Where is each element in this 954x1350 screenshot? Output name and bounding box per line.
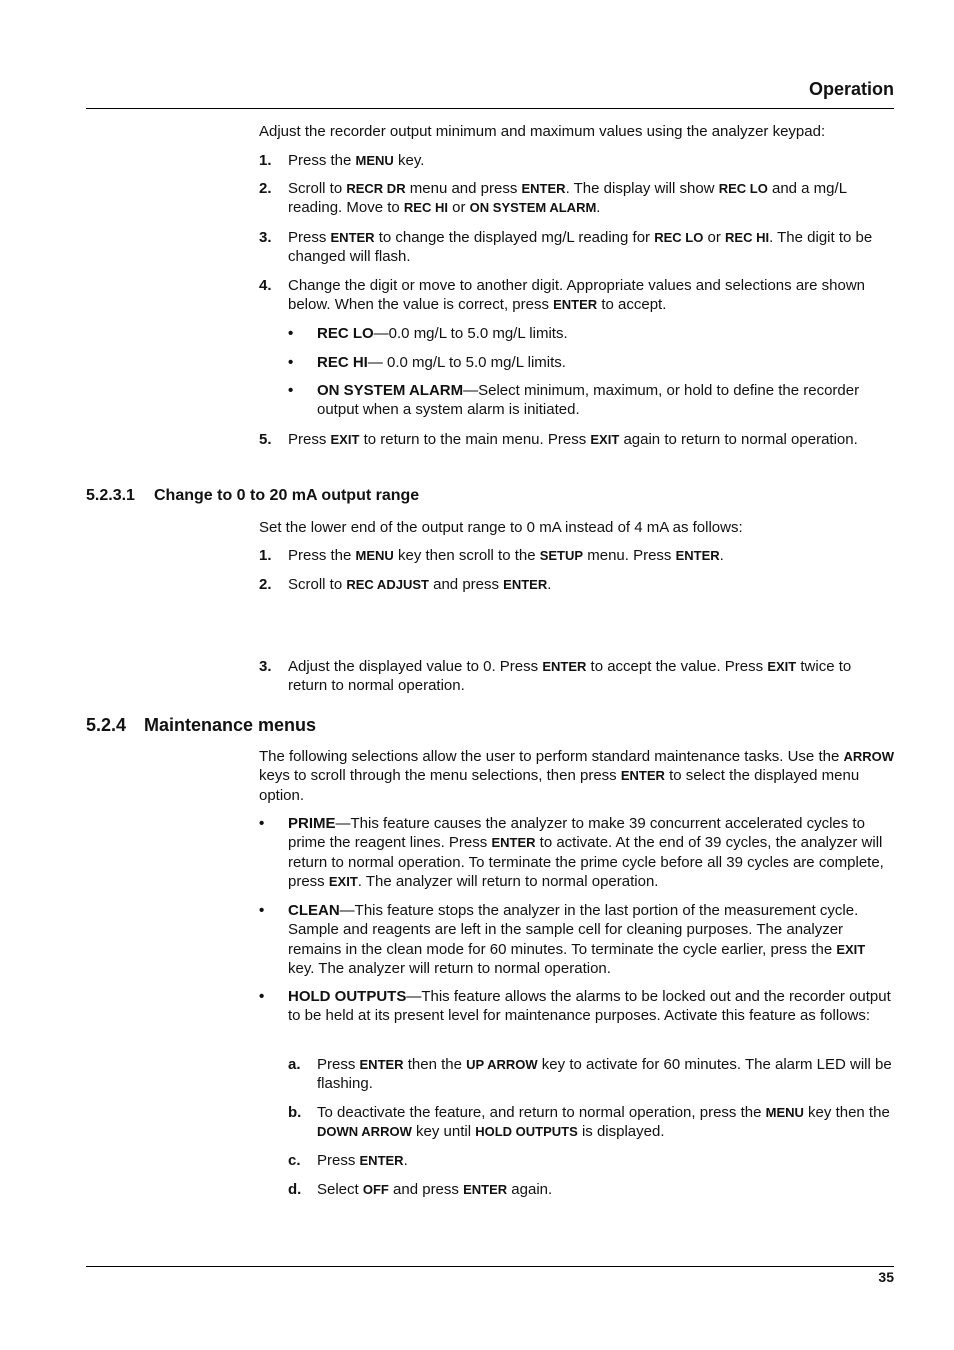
intro-paragraph: Adjust the recorder output minimum and maximum values using the analyzer keypad: (259, 123, 826, 140)
step-item (259, 276, 894, 315)
item-text: Press EXIT to return to the main menu. Press EXIT again to return to normal operation. (288, 431, 858, 448)
key-name: MENU (355, 153, 394, 168)
term-label: REC HI (317, 354, 368, 371)
section-title: Maintenance menus (144, 715, 317, 735)
intro-paragraph: The following selections allow the user to perform standard maintenance tasks. Use the ARROW keys to scroll through the menu selections, then press ENTER to select the displayed menu option. (259, 748, 895, 804)
item-text: Press ENTER to change the displayed mg/L reading for REC LO or REC HI. The digit to be changed will flash. (288, 229, 873, 266)
key-name: HOLD OUTPUTS (475, 1124, 578, 1140)
bullet-item (288, 324, 894, 343)
bullet-marker: • (259, 815, 265, 832)
key-name: ENTER (675, 548, 720, 563)
key-name: REC LO (654, 230, 704, 245)
intro-paragraph: Set the lower end of the output range to 0 mA instead of 4 mA as follows: (259, 519, 743, 536)
substep-item (288, 1103, 894, 1142)
key-name: MENU (355, 548, 394, 563)
section-heading-5231 (86, 487, 419, 505)
step-item (259, 575, 894, 594)
key-name: EXIT (836, 941, 866, 957)
footer-rule (86, 1266, 894, 1267)
step-number: 4. (259, 277, 272, 294)
step-number: 3. (259, 658, 272, 675)
step-item (259, 228, 894, 267)
bullet-item (288, 381, 894, 420)
section-heading-524 (86, 715, 316, 736)
key-name: ENTER (620, 768, 665, 784)
step-number: c. (288, 1152, 301, 1169)
item-text: Press ENTER then the UP ARROW key to activate for 60 minutes. The alarm LED will be flashing. (317, 1056, 892, 1093)
substep-item (288, 1180, 894, 1199)
term-label: REC LO (317, 325, 374, 342)
key-name: EXIT (590, 432, 620, 447)
item-text: REC HI— 0.0 mg/L to 5.0 mg/L limits. (317, 354, 566, 371)
item-text: REC LO—0.0 mg/L to 5.0 mg/L limits. (317, 325, 568, 342)
item-text: HOLD OUTPUTS—This feature allows the alarms to be locked out and the recorder output to be held at its present level for maintenance purposes. Activate this feature as follows: (288, 988, 891, 1025)
key-name: DOWN ARROW (317, 1124, 412, 1140)
term-label: CLEAN (288, 902, 340, 919)
key-name: ENTER (503, 577, 548, 592)
key-name: ENTER (491, 835, 536, 851)
key-name: REC HI (725, 230, 770, 245)
bullet-item (259, 901, 894, 979)
item-text: Press the MENU key. (288, 152, 425, 169)
key-name: ENTER (553, 297, 598, 313)
item-text: Press ENTER. (317, 1152, 408, 1169)
section-number: 5.2.3.1 (86, 487, 135, 504)
bullet-marker: • (259, 902, 265, 919)
key-name: REC ADJUST (346, 577, 429, 592)
item-text: Scroll to REC ADJUST and press ENTER. (288, 576, 552, 593)
step-number: b. (288, 1104, 302, 1121)
item-text: Select OFF and press ENTER again. (317, 1181, 553, 1198)
step-item (259, 546, 894, 565)
item-text: Change the digit or move to another digit. Appropriate values and selections are shown below. When the value is correct, press ENTER to accept. (288, 277, 866, 314)
bullet-marker: • (259, 988, 265, 1005)
bullet-marker: • (288, 382, 294, 399)
key-name: ENTER (463, 1182, 508, 1197)
key-name: OFF (362, 1182, 389, 1197)
key-name: ENTER (359, 1057, 404, 1072)
bullet-item (259, 987, 894, 1026)
item-text: Scroll to RECR DR menu and press ENTER. The display will show REC LO and a mg/L reading. Move to REC HI or ON SYSTEM ALARM. (288, 180, 847, 217)
key-name: ENTER (521, 181, 566, 196)
header-rule (86, 108, 894, 109)
section-title: Change to 0 to 20 mA output range (154, 487, 420, 504)
step-item (259, 430, 894, 449)
step-number: 2. (259, 180, 272, 197)
step-number: 1. (259, 547, 272, 564)
page-header-title: Operation (808, 79, 894, 99)
page-number: 35 (878, 1269, 894, 1285)
key-name: EXIT (328, 874, 358, 890)
step-number: 2. (259, 576, 272, 593)
step-number: d. (288, 1181, 302, 1198)
item-text: To deactivate the feature, and return to normal operation, press the MENU key then the DOWN ARROW key until HOLD OUTPUTS is displayed. (317, 1104, 890, 1141)
step-number: 3. (259, 229, 272, 246)
term-label: HOLD OUTPUTS (288, 988, 407, 1005)
bullet-marker: • (288, 354, 294, 371)
item-text: Adjust the displayed value to 0. Press ENTER to accept the value. Press EXIT twice to return to normal operation. (288, 658, 852, 695)
key-name: EXIT (330, 432, 360, 447)
substep-item (288, 1151, 894, 1170)
substep-item (288, 1055, 894, 1094)
term-label: PRIME (288, 815, 336, 832)
key-name: REC HI (403, 200, 448, 216)
key-name: SETUP (539, 548, 584, 563)
key-name: ARROW (843, 749, 895, 764)
section-number: 5.2.4 (86, 715, 127, 735)
key-name: ON SYSTEM ALARM (469, 200, 597, 216)
step-item (259, 657, 894, 696)
key-name: MENU (765, 1105, 804, 1120)
step-item (259, 179, 894, 218)
bullet-item (259, 814, 894, 892)
key-name: REC LO (718, 181, 768, 196)
item-text: CLEAN—This feature stops the analyzer in the last portion of the measurement cycle. Sample and reagents are left in the sample cell for cleaning purposes. The analyzer remains in the clean mode for 60 minutes. To terminate the cycle earlier, press the EXIT key. The analyzer will return to normal operation. (288, 902, 866, 978)
item-text: Press the MENU key then scroll to the SETUP menu. Press ENTER. (288, 547, 724, 564)
step-number: a. (288, 1056, 301, 1073)
item-text: ON SYSTEM ALARM—Select minimum, maximum, or hold to define the recorder output when a system alarm is initiated. (317, 382, 860, 419)
item-text: PRIME—This feature causes the analyzer to make 39 concurrent accelerated cycles to prime the reagent lines. Press ENTER to activate. At the end of 39 cycles, the analyzer will return to normal operation. To terminate the prime cycle before all 39 cycles are complete, press EXIT. The analyzer will return to normal operation. (288, 815, 884, 891)
key-name: EXIT (767, 659, 797, 674)
key-name: UP ARROW (466, 1057, 538, 1072)
key-name: ENTER (330, 230, 375, 245)
term-label: ON SYSTEM ALARM (317, 382, 464, 399)
step-item (259, 151, 894, 170)
key-name: ENTER (359, 1153, 404, 1168)
bullet-item (288, 353, 894, 372)
bullet-marker: • (288, 325, 294, 342)
step-number: 5. (259, 431, 272, 448)
step-number: 1. (259, 152, 272, 169)
key-name: RECR DR (346, 181, 406, 196)
key-name: ENTER (542, 659, 587, 674)
